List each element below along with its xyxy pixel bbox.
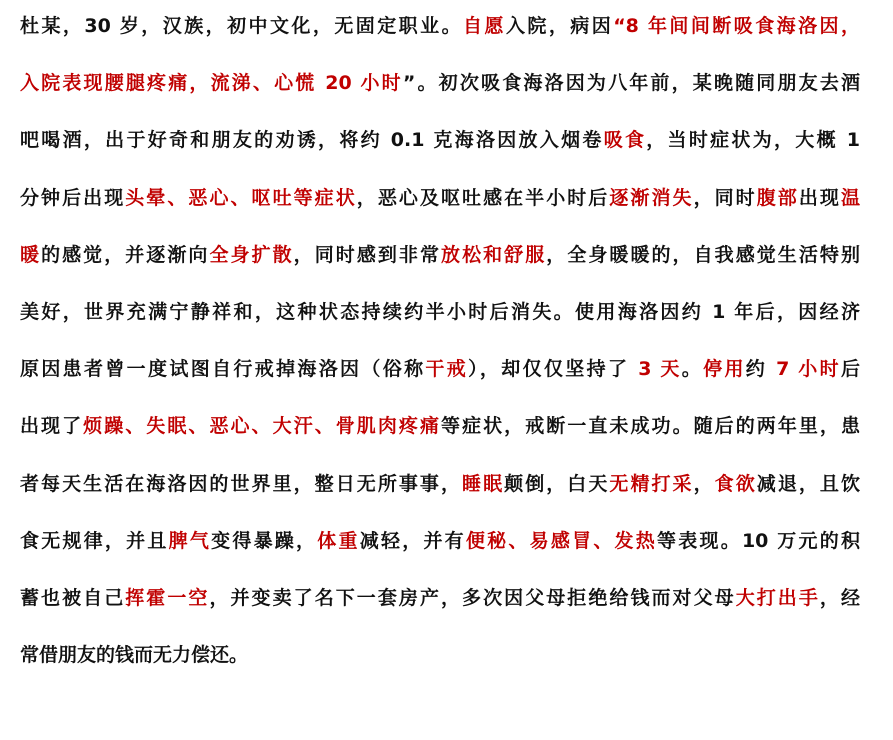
text-run: 出现了 [20,415,84,438]
text-run: ”。初次吸食海洛因为八年前，某晚随同朋友去酒 [402,72,860,95]
highlighted-phrase: 全身扩散 [209,243,294,266]
text-run: 的感觉，并逐渐向 [41,243,210,266]
text-line [20,282,860,343]
highlighted-phrase: 逐渐消失 [609,186,694,209]
highlighted-phrase: 大打出手 [735,586,820,609]
text-run: 颠倒，白天 [504,472,610,495]
highlighted-phrase: 入院表现腰腿疼痛，流涕、心慌 20 小时 [20,72,403,95]
text-run: 减退，且饮 [756,472,860,495]
text-run: 美好，世界充满宁静祥和，这种状态持续约半小时后消失。使用海洛因约 1 年后，因经济 [20,300,860,323]
text-run: 者每天生活在海洛因的世界里，整日无所事事， [20,472,463,495]
text-line [20,53,860,114]
highlighted-phrase: 自愿 [463,15,506,37]
text-line [20,168,860,229]
text-run: 原因患者曾一度试图自行戒掉海洛因（俗称 [20,358,426,381]
text-run: 变得暴躁， [211,529,318,552]
text-run: 分钟后出现 [20,186,126,209]
text-run: 常借朋友的钱而无力偿还。 [20,644,249,667]
text-run: 约 [745,358,777,381]
highlighted-phrase: 脾气 [168,529,212,552]
text-run: 食无规律，并且 [20,529,169,552]
highlighted-phrase: 3 天 [638,358,682,381]
text-run: 后 [840,358,860,381]
highlighted-phrase: 干戒 [425,358,469,381]
text-run: ），却仅仅坚持了 [468,358,639,381]
text-run: ，并变卖了名下一套房产，多次因父母拒绝给钱而对父母 [209,586,736,609]
case-paragraph [20,0,860,686]
text-run: 等症状，戒断一直未成功。随后的两年里，患 [441,415,860,438]
text-line [20,454,860,515]
highlighted-phrase: 7 小时 [776,358,841,381]
highlighted-phrase: 食欲 [714,472,757,495]
text-line [20,568,860,629]
highlighted-phrase: 吸食 [603,129,647,152]
highlighted-phrase: 烦躁、失眠、恶心、大汗、骨肌肉疼痛 [83,415,442,438]
highlighted-phrase: 头晕、恶心、呕吐等症状 [125,186,357,209]
text-run: ，经 [819,586,860,609]
text-run: 杜某，30 岁，汉族，初中文化，无固定职业。 [20,15,464,37]
text-run: ，全身暖暖的，自我感觉生活特别 [546,243,860,266]
text-run: ，恶心及呕吐感在半小时后 [356,186,610,209]
highlighted-phrase: 放松和舒服 [441,243,547,266]
highlighted-phrase: 停用 [703,358,746,381]
text-run: 等表现。10 万元的积 [657,529,860,552]
document-body [20,0,860,686]
text-run: ，同时 [693,186,757,209]
text-line [20,225,860,286]
text-line [20,110,860,171]
text-run: 蓄也被自己 [20,586,126,609]
text-line [20,0,860,57]
text-run: ，当时症状为，大概 1 [646,129,860,152]
highlighted-phrase: 温 [840,186,860,209]
text-run: 出现 [798,186,841,209]
highlighted-phrase: 暖 [20,243,42,266]
highlighted-phrase: 便秘、易感冒、发热 [465,529,658,552]
highlighted-phrase: “8 年间间断吸食海洛因， [613,15,860,37]
text-line [20,511,860,572]
text-run: 吧喝酒，出于好奇和朋友的劝诱，将约 0.1 克海洛因放入烟卷 [20,129,604,152]
text-line [20,625,860,686]
text-run: 减轻，并有 [359,529,466,552]
text-run: 入院，病因 [505,15,614,37]
highlighted-phrase: 睡眠 [462,472,505,495]
text-line [20,339,860,400]
text-run: ，同时感到非常 [293,243,442,266]
text-run: 。 [681,358,704,381]
highlighted-phrase: 挥霍一空 [125,586,210,609]
highlighted-phrase: 体重 [317,529,360,552]
highlighted-phrase: 腹部 [756,186,799,209]
highlighted-phrase: 无精打采 [609,472,694,495]
text-run: ， [693,472,715,495]
text-line [20,396,860,457]
